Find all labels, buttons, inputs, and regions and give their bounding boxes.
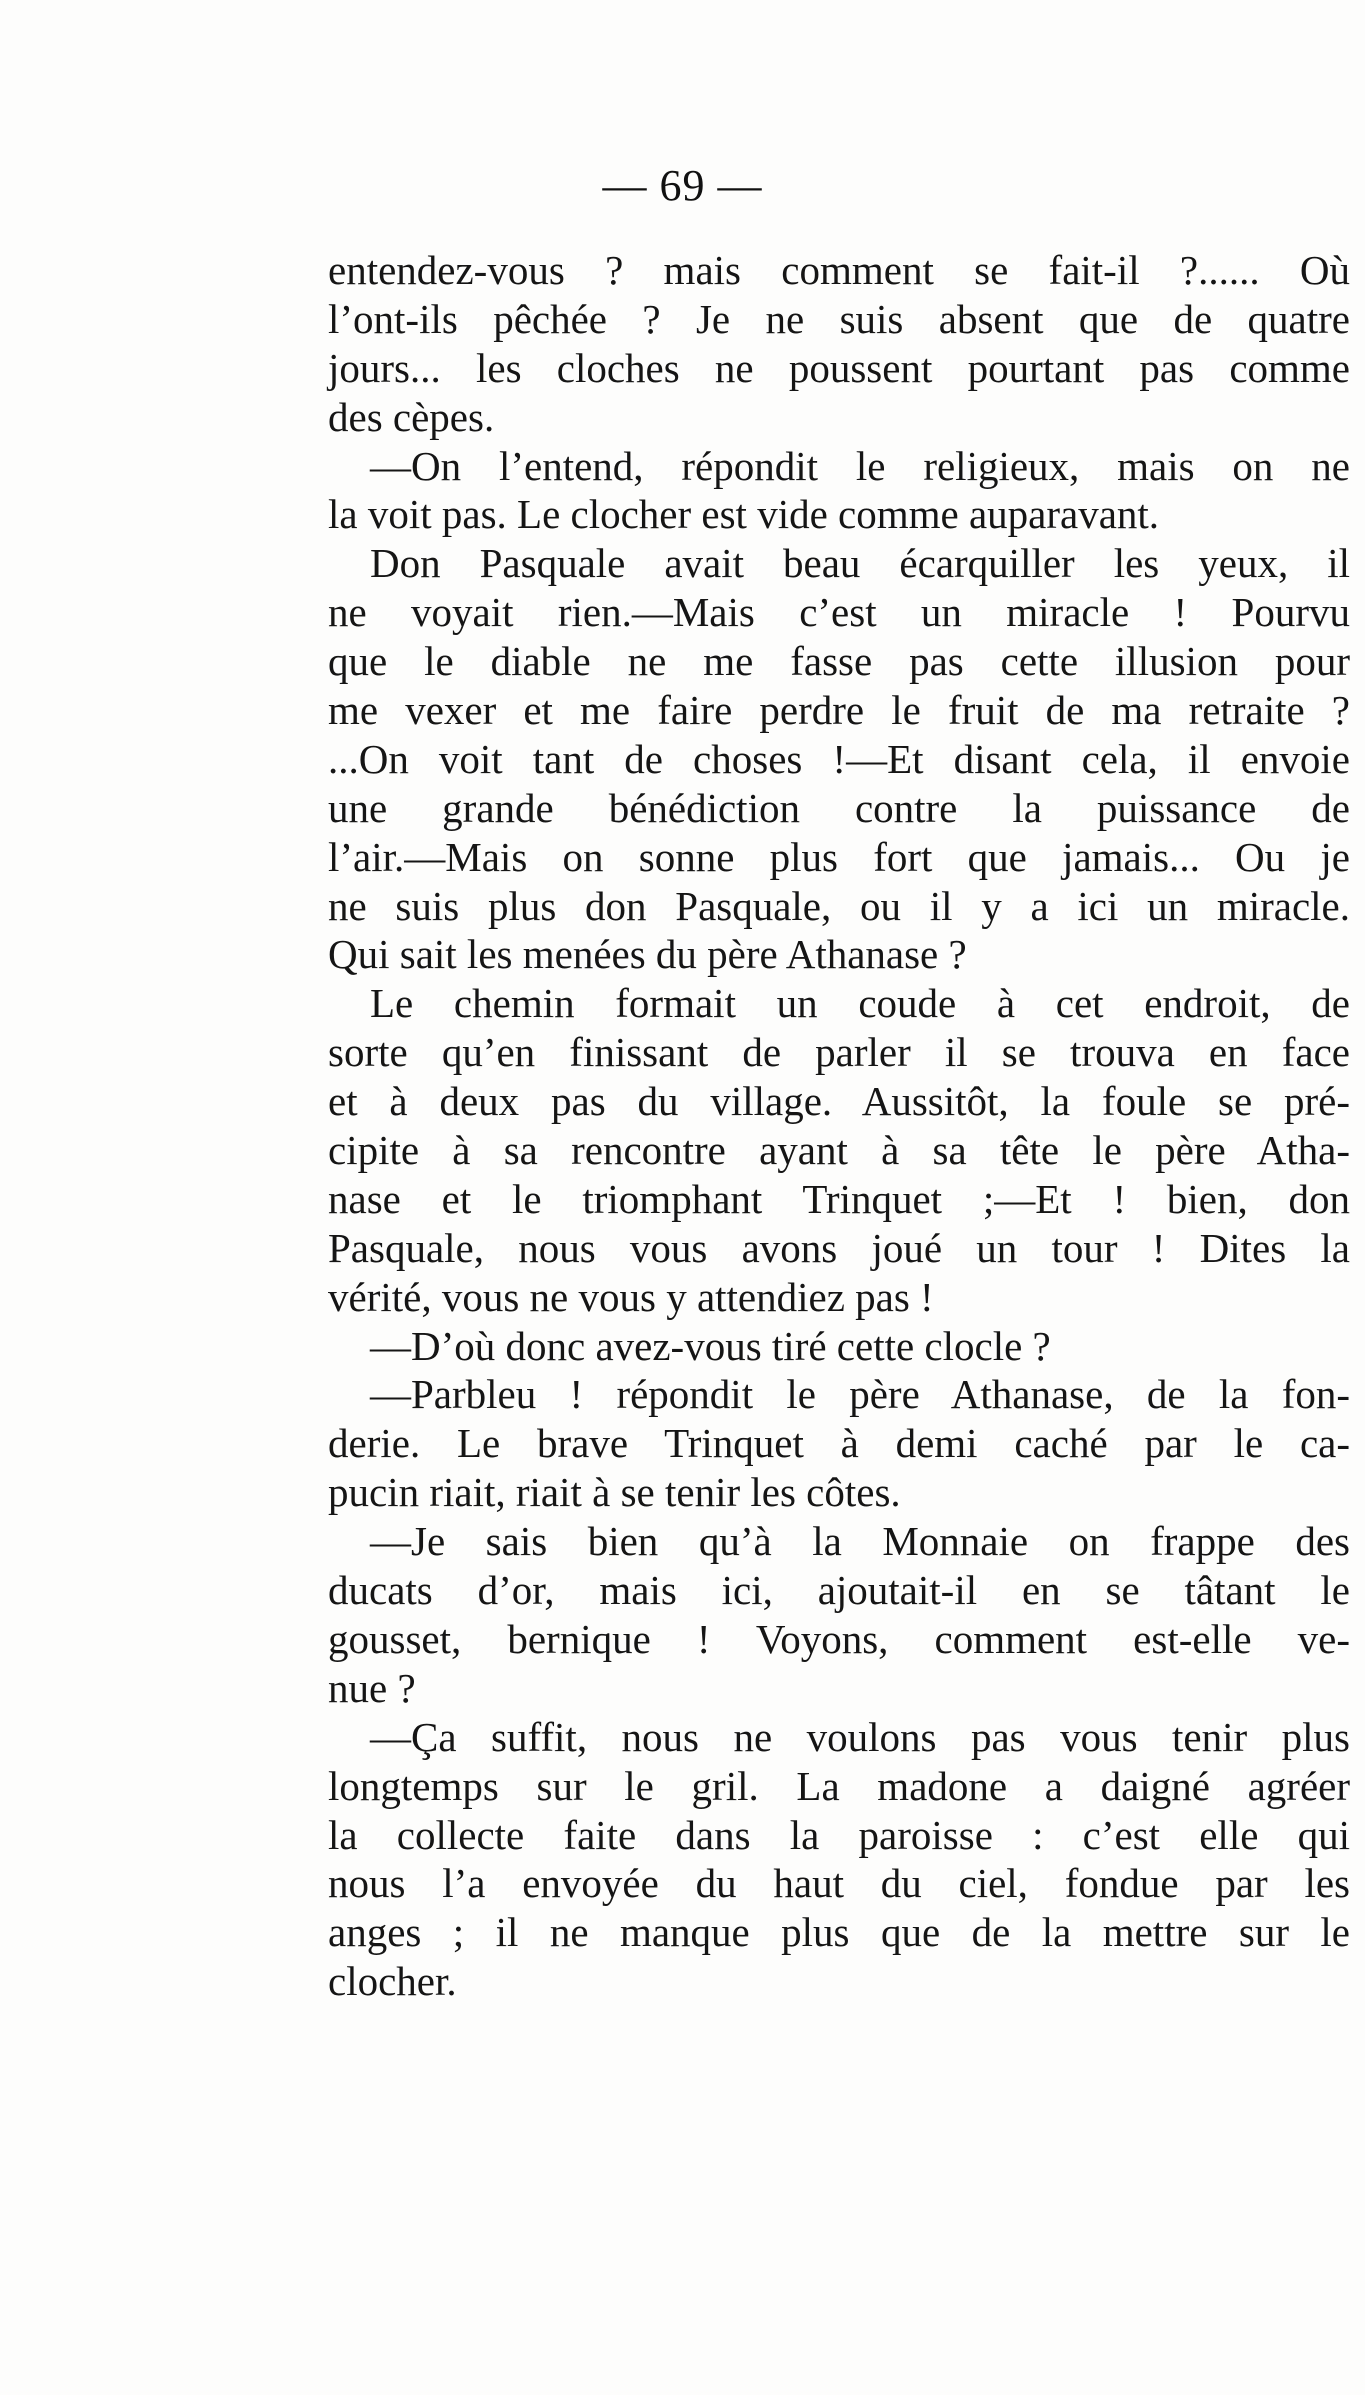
text-line: que le diable ne me fasse pas cette illusion pour (328, 638, 1350, 685)
body-text (328, 246, 1350, 2006)
text-line: clocher. (328, 1958, 457, 2005)
text-line: entendez-vous ? mais comment se fait-il ?...... Où (328, 247, 1350, 293)
text-line: —Parbleu ! répondit le père Athanase, de la fon- (370, 1371, 1350, 1418)
text-line: ...On voit tant de choses !—Et disant cela, il envoie (328, 735, 1350, 782)
text-line: Qui sait les menées du père Athanase ? (328, 931, 967, 978)
text-line: longtemps sur le gril. La madone a daigné agréer (328, 1762, 1350, 1809)
text-line: me vexer et me faire perdre le fruit de ma retraite ? (328, 687, 1350, 734)
text-line: —D’où donc avez-vous tiré cette clocle ? (370, 1322, 1051, 1369)
text-line: Pasquale, nous vous avons joué un tour ! Dites la (328, 1224, 1350, 1271)
text-line: ne suis plus don Pasquale, ou il y a ici un miracle. (328, 882, 1350, 929)
text-line: l’ont-ils pêchée ? Je ne suis absent que de quatre (328, 295, 1350, 342)
text-line: des cèpes. (328, 393, 495, 440)
text-line: et à deux pas du village. Aussitôt, la foule se pré- (328, 1078, 1350, 1125)
text-line: jours... les cloches ne poussent pourtant pas comme (328, 344, 1350, 391)
text-line: nous l’a envoyée du haut du ciel, fondue par les (328, 1860, 1350, 1907)
text-line: vérité, vous ne vous y attendiez pas ! (328, 1273, 934, 1320)
text-line: ducats d’or, mais ici, ajoutait-il en se tâtant le (328, 1567, 1350, 1614)
text-line: Le chemin formait un coude à cet endroit, de (370, 980, 1350, 1027)
text-line: nase et le triomphant Trinquet ;—Et ! bien, don (328, 1175, 1350, 1222)
text-line: nue ? (328, 1664, 416, 1711)
text-line: —Je sais bien qu’à la Monnaie on frappe des (370, 1518, 1350, 1565)
text-line: Don Pasquale avait beau écarquiller les yeux, il (370, 540, 1350, 587)
text-line: derie. Le brave Trinquet à demi caché par le ca- (328, 1420, 1350, 1467)
text-line: ne voyait rien.—Mais c’est un miracle ! Pourvu (328, 589, 1350, 636)
text-line: gousset, bernique ! Voyons, comment est-elle ve- (328, 1615, 1350, 1662)
text-line: la voit pas. Le clocher est vide comme auparavant. (328, 491, 1160, 538)
text-line: —On l’entend, répondit le religieux, mais on ne (370, 442, 1350, 489)
text-line: la collecte faite dans la paroisse : c’est elle qui (328, 1811, 1350, 1858)
page-number: — 69 — (602, 161, 763, 210)
text-line: une grande bénédiction contre la puissance de (328, 784, 1350, 831)
text-line: sorte qu’en finissant de parler il se trouva en face (328, 1029, 1350, 1076)
text-line: —Ça suffit, nous ne voulons pas vous tenir plus (370, 1713, 1350, 1760)
text-line: l’air.—Mais on sonne plus fort que jamais... Ou je (328, 833, 1350, 880)
text-line: anges ; il ne manque plus que de la mettre sur le (328, 1909, 1350, 1956)
text-line: cipite à sa rencontre ayant à sa tête le père Atha- (328, 1127, 1350, 1174)
text-line: pucin riait, riait à se tenir les côtes. (328, 1469, 901, 1516)
